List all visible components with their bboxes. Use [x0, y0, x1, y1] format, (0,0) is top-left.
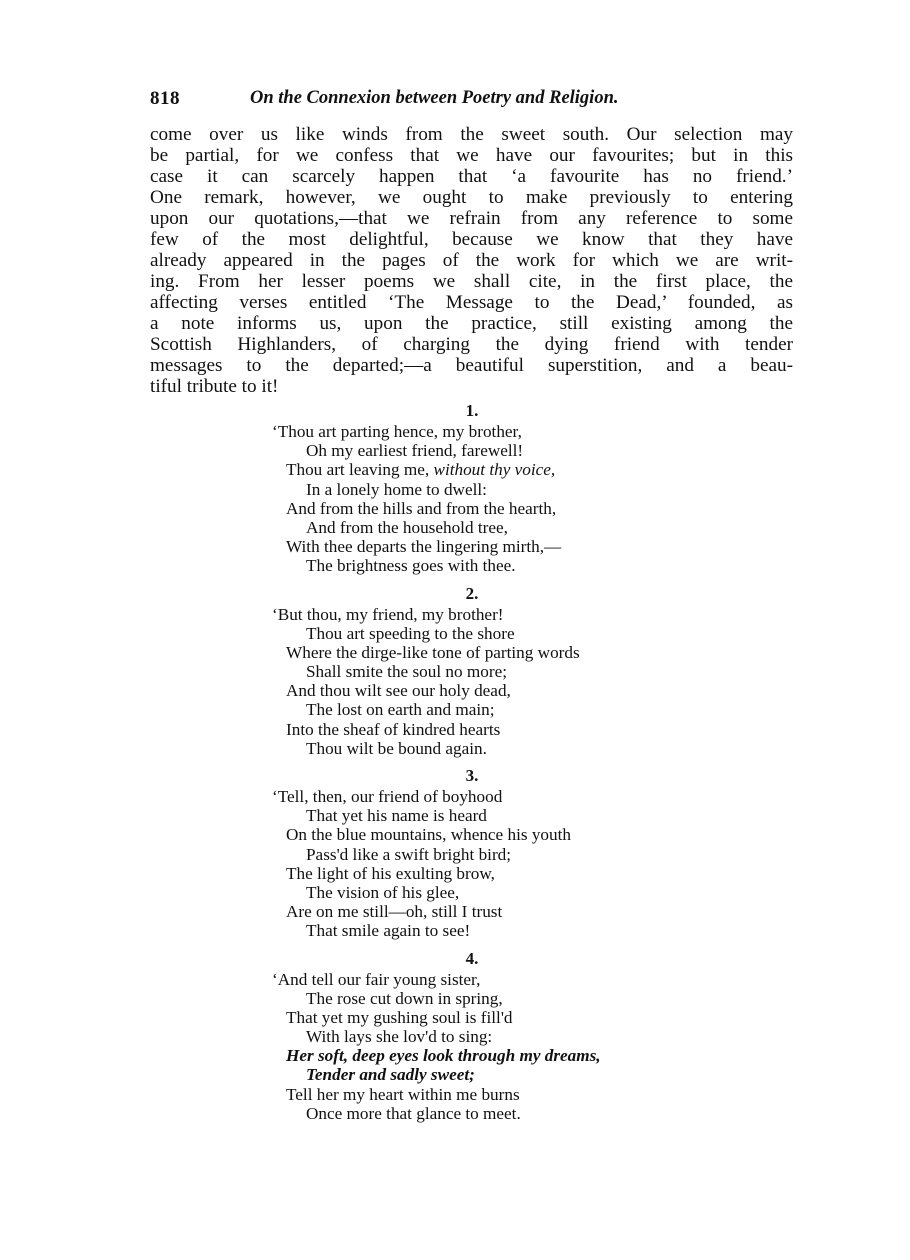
prose-line: messages to the departed;—a beautiful superstition, and a beau-	[150, 355, 793, 376]
prose-paragraph	[150, 124, 793, 397]
prose-line: upon our quotations,—that we refrain from any reference to some	[150, 208, 793, 229]
verse-line: And from the hills and from the hearth,	[286, 498, 557, 518]
verse-line: The lost on earth and main;	[306, 700, 495, 720]
page-header	[150, 88, 710, 118]
verse-line: Pass'd like a swift bright bird;	[306, 844, 512, 864]
verse-line: Where the dirge-like tone of parting words	[286, 642, 580, 662]
verse-line: The rose cut down in spring,	[306, 988, 503, 1008]
verse-line: Once more that glance to meet.	[306, 1103, 521, 1123]
verse-line: Tell her my heart within me burns	[286, 1084, 520, 1104]
verse-line: And from the household tree,	[306, 517, 508, 537]
verse-line: ‘And tell our fair young sister,	[272, 969, 481, 989]
verse-line: Her soft, deep eyes look through my dreams,	[286, 1046, 601, 1066]
verse-line: The light of his exulting brow,	[286, 863, 495, 883]
verse-line: ‘Tell, then, our friend of boyhood	[272, 787, 503, 806]
prose-line: be partial, for we confess that we have our favourites; but in this	[150, 145, 793, 166]
stanza-1	[272, 400, 712, 576]
stanza-number: 3.	[465, 766, 479, 785]
prose-line: already appeared in the pages of the work for which we are writ-	[150, 250, 793, 271]
prose-line: a note informs us, upon the practice, still existing among the	[150, 313, 793, 334]
prose-line: affecting verses entitled ‘The Message to the Dead,’ founded, as	[150, 292, 793, 313]
verse-line: That smile again to see!	[306, 921, 471, 941]
page-number: 818	[150, 88, 180, 109]
verse-line: With thee departs the lingering mirth,—	[286, 537, 562, 557]
verse-line: Into the sheaf of kindred hearts	[286, 719, 501, 739]
verse-line: On the blue mountains, whence his youth	[286, 825, 571, 845]
prose-line: case it can scarcely happen that ‘a favourite has no friend.’	[150, 166, 793, 187]
verse-line: Are on me still—oh, still I trust	[286, 902, 503, 922]
verse-line: Oh my earliest friend, farewell!	[306, 441, 524, 461]
verse-line: Thou art leaving me, without thy voice,	[286, 460, 556, 480]
verse-line: In a lonely home to dwell:	[306, 479, 487, 499]
prose-line: ing. From her lesser poems we shall cite, in the first place, the	[150, 271, 793, 292]
verse-line: Thou wilt be bound again.	[306, 738, 487, 758]
prose-line: tiful tribute to it!	[150, 376, 279, 397]
verse-line: Shall smite the soul no more;	[306, 662, 507, 682]
verse-line: The brightness goes with thee.	[306, 556, 516, 576]
stanza-3	[272, 765, 712, 941]
verse-line: And thou wilt see our holy dead,	[286, 681, 511, 701]
verse-line: With lays she lov'd to sing:	[306, 1027, 493, 1047]
stanza-number: 4.	[465, 948, 479, 968]
verse-line: ‘But thou, my friend, my brother!	[272, 604, 504, 624]
verse-line: That yet my gushing soul is fill'd	[286, 1007, 513, 1027]
verse-line: Thou art speeding to the shore	[306, 623, 515, 643]
verse-line: Tender and sadly sweet;	[306, 1065, 475, 1085]
prose-line: few of the most delightful, because we know that they have	[150, 229, 793, 250]
prose-line: Scottish Highlanders, of charging the dying friend with tender	[150, 334, 793, 355]
verse-line: ‘Thou art parting hence, my brother,	[272, 422, 522, 441]
stanza-4	[272, 948, 712, 1124]
verse-line: The vision of his glee,	[306, 882, 460, 902]
prose-line: come over us like winds from the sweet south. Our selection may	[150, 124, 793, 145]
verse-line: That yet his name is heard	[306, 806, 487, 826]
prose-line: One remark, however, we ought to make previously to entering	[150, 187, 793, 208]
stanza-2	[272, 583, 712, 759]
poem-message-to-the-dead	[272, 400, 712, 1130]
stanza-number: 1.	[465, 401, 479, 420]
stanza-number: 2.	[465, 583, 479, 603]
running-title: On the Connexion between Poetry and Religion.	[250, 88, 619, 108]
